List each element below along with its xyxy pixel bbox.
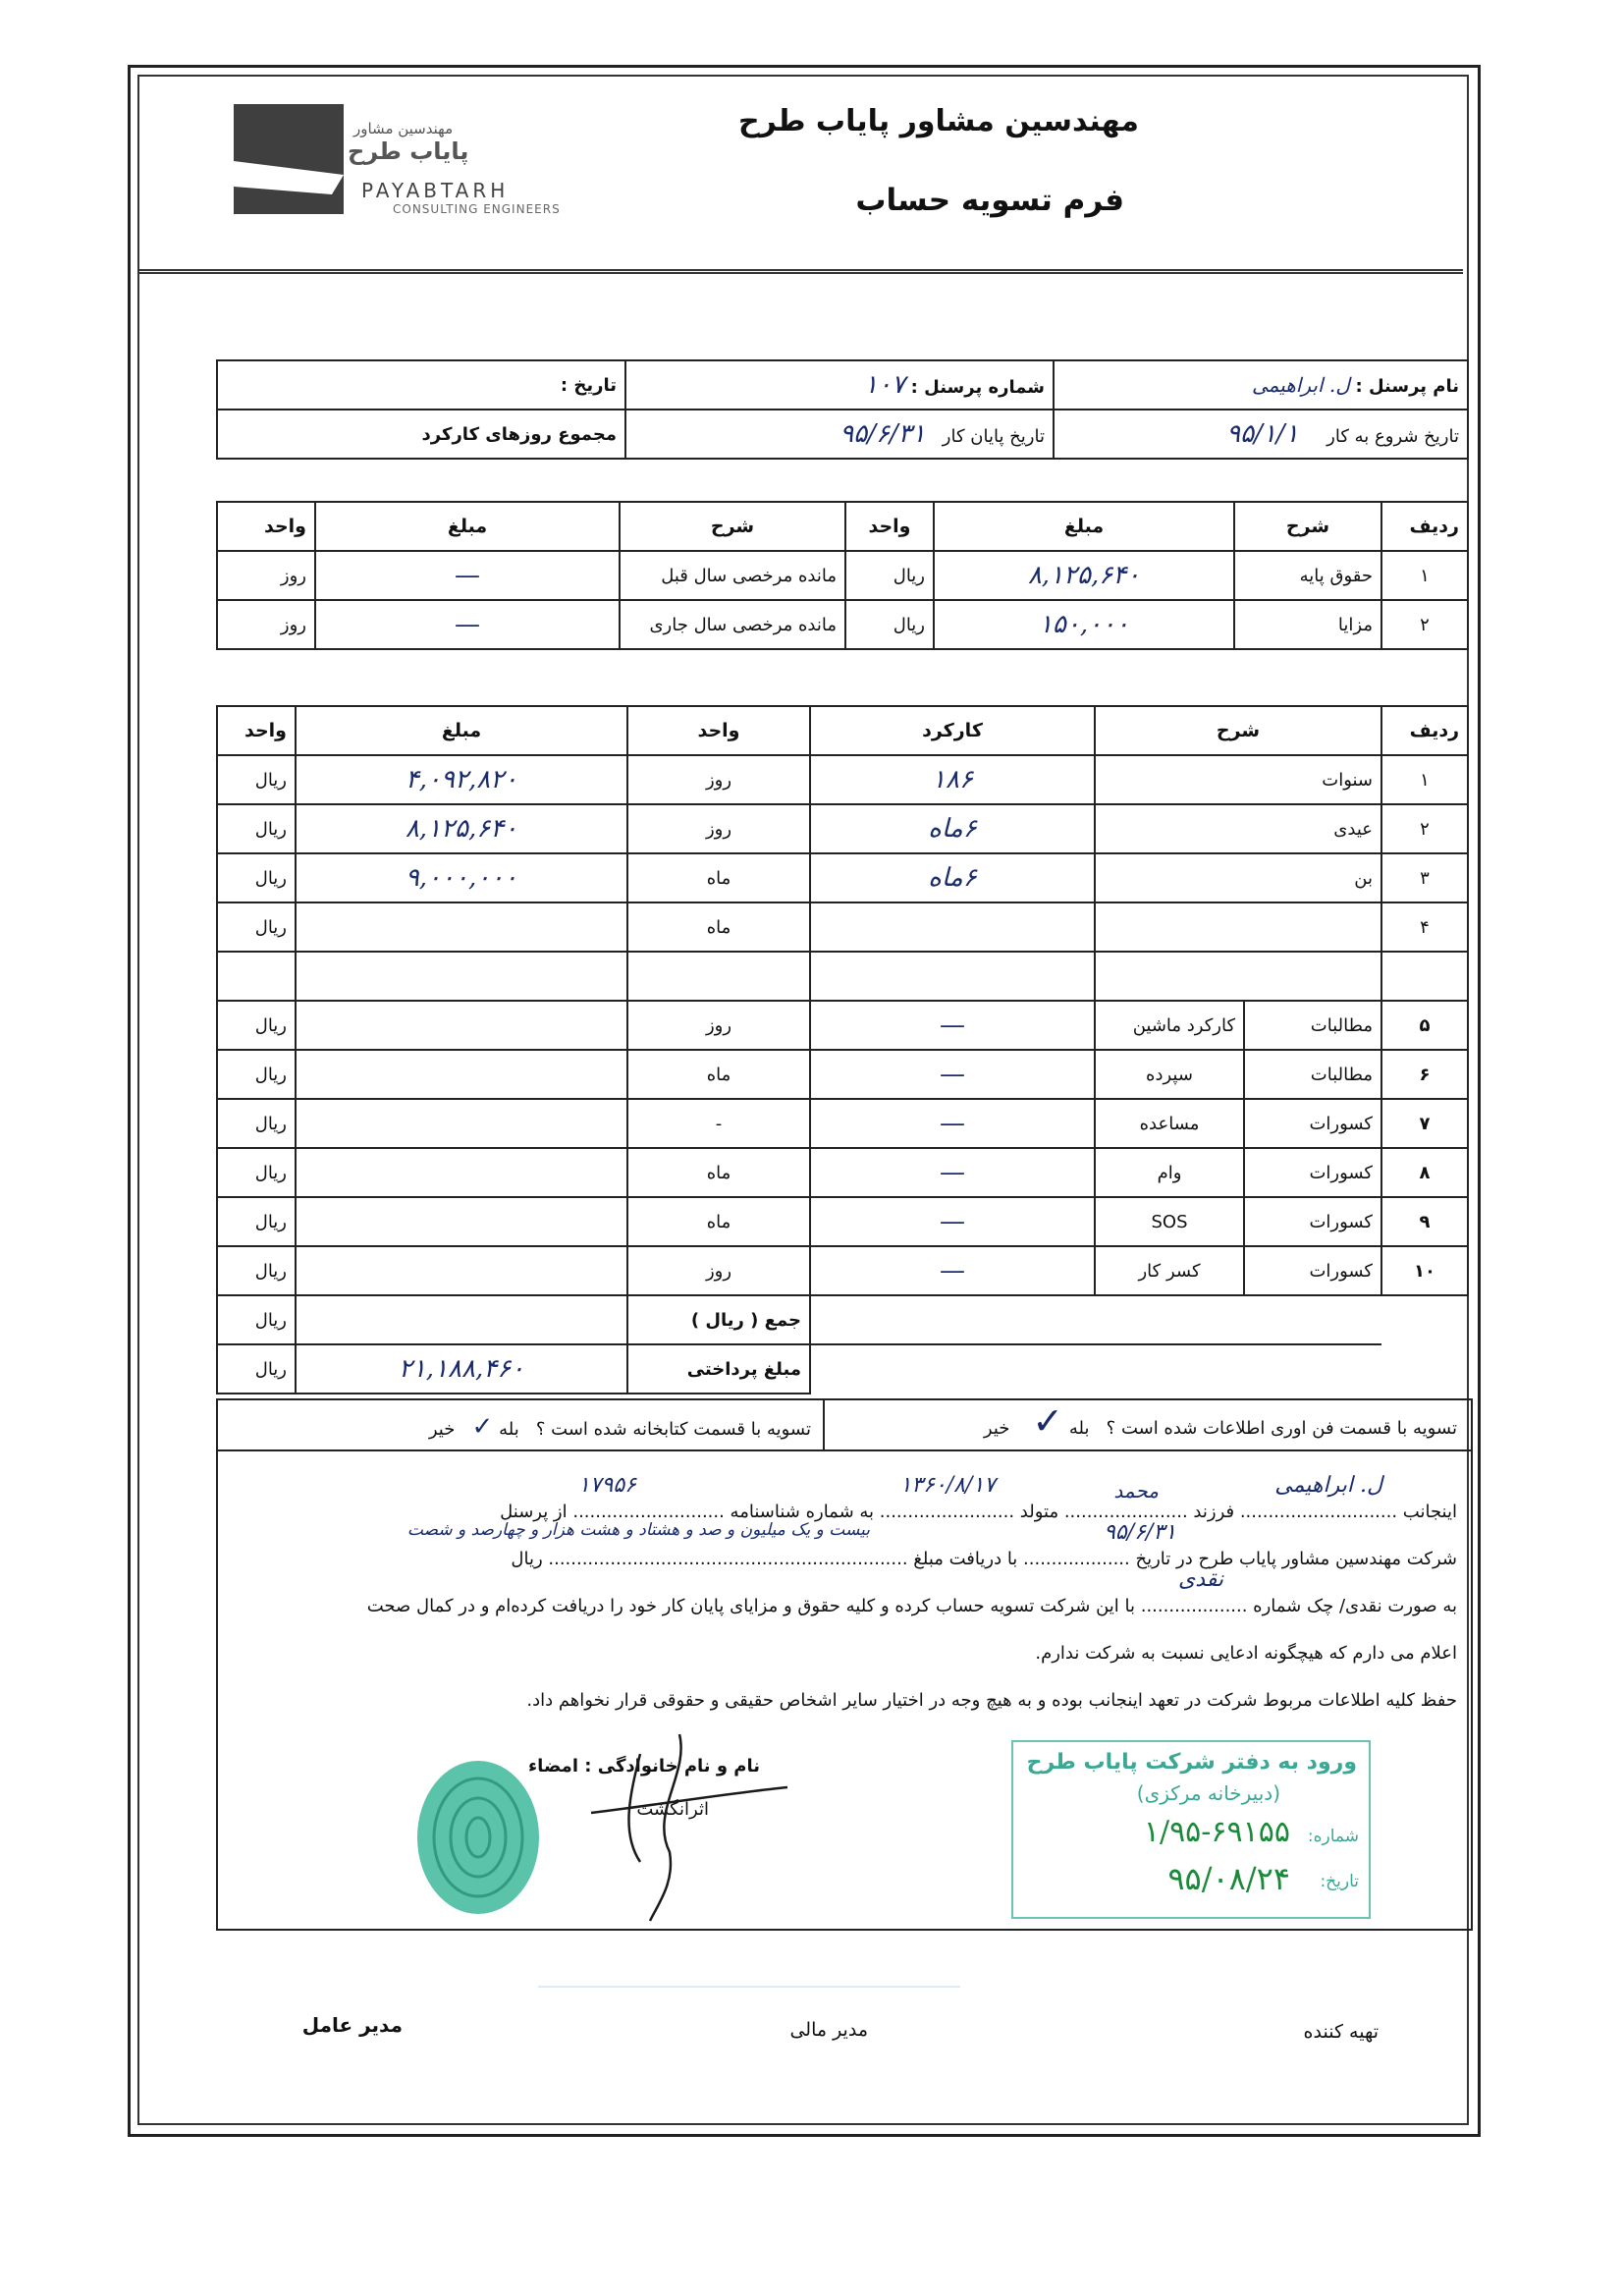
t1-r2-unit: ریال bbox=[845, 600, 934, 649]
spacer-cell bbox=[217, 952, 296, 1001]
workdays-cell bbox=[217, 410, 625, 459]
table-row-spacer bbox=[217, 952, 1468, 1001]
company-logo-icon bbox=[234, 104, 344, 214]
t1-r1-amount: ۸,۱۲۵,۶۴۰ bbox=[934, 551, 1234, 600]
t2-b8-no: ۸ bbox=[1381, 1148, 1468, 1197]
t2-a2-desc: عیدی bbox=[1095, 804, 1381, 853]
checkmark-icon: ✓ bbox=[471, 1412, 494, 1442]
t2-header-unit-2: واحد bbox=[217, 706, 296, 755]
stamp-number-value: ۱/۹۵-۶۹۱۵۵ bbox=[1143, 1815, 1290, 1849]
t2-b6-work: — bbox=[810, 1050, 1095, 1099]
stamp-date-value: ۹۵/۰۸/۲۴ bbox=[1167, 1860, 1290, 1897]
table-row bbox=[217, 1099, 1468, 1148]
t2-a2-amount: ۸,۱۲۵,۶۴۰ bbox=[296, 804, 627, 853]
t1-header-unit: واحد bbox=[845, 502, 934, 551]
start-date-value: ۹۵/۱/۱ bbox=[1226, 419, 1299, 449]
workdays-label: مجموع روزهای کارکرد bbox=[421, 423, 617, 445]
stamp-line-2: (دبیرخانه مرکزی) bbox=[1136, 1781, 1280, 1805]
t2-b8-desc: وام bbox=[1095, 1148, 1244, 1197]
it-clearance bbox=[983, 1399, 1457, 1443]
t2-a4-unit: ماه bbox=[627, 902, 810, 952]
declaration-line-1: اینجانب ............................ فرزند ...................... متولد ........................ به شماره شناسنامه ........................... از پرسنل bbox=[500, 1502, 1457, 1522]
table-row bbox=[217, 902, 1468, 952]
t1-r2-no: ۲ bbox=[1381, 600, 1468, 649]
table-row bbox=[217, 600, 1468, 649]
t2-a1-unit2: ریال bbox=[217, 755, 296, 804]
t2-b9-amount bbox=[296, 1197, 627, 1246]
t2-b8-unit2: ریال bbox=[217, 1148, 296, 1197]
t2-b6-cat: مطالبات bbox=[1244, 1050, 1381, 1099]
company-name: مهندسین مشاور پایاب طرح bbox=[737, 104, 1139, 138]
preparer-label: تهیه کننده bbox=[1303, 2021, 1379, 2043]
t1-r2-amount: ۱۵۰,۰۰۰ bbox=[934, 600, 1234, 649]
it-yes-label: بله bbox=[1068, 1418, 1090, 1439]
logo-title-en: PAYABTARH bbox=[361, 179, 510, 202]
stamp-date-label: تاریخ: bbox=[1320, 1872, 1359, 1891]
t1-r1-unit: ریال bbox=[845, 551, 934, 600]
end-date-cell bbox=[625, 410, 1054, 459]
payable-label: مبلغ پرداختی bbox=[627, 1344, 810, 1394]
thumbprint-icon bbox=[405, 1754, 552, 1921]
clearance-divider bbox=[823, 1400, 825, 1449]
t1-r2-unit2: روز bbox=[217, 600, 315, 649]
hw-name: ل. ابراهیمی bbox=[1274, 1473, 1382, 1498]
table-row bbox=[217, 755, 1468, 804]
t2-a3-unit: ماه bbox=[627, 853, 810, 902]
t2-b7-unit2: ریال bbox=[217, 1099, 296, 1148]
table-row bbox=[217, 1197, 1468, 1246]
t2-b7-cat: کسورات bbox=[1244, 1099, 1381, 1148]
date-label: تاریخ : bbox=[560, 374, 617, 396]
footer-divider bbox=[538, 1986, 960, 1988]
t1-header-desc: شرح bbox=[1234, 502, 1381, 551]
t2-b6-unit2: ریال bbox=[217, 1050, 296, 1099]
form-title: فرم تسویه حساب bbox=[855, 183, 1124, 218]
t2-b10-amount bbox=[296, 1246, 627, 1295]
t1-r2-amount2: — bbox=[315, 600, 620, 649]
t2-header-work: کارکرد bbox=[810, 706, 1095, 755]
t2-a4-no: ۴ bbox=[1381, 902, 1468, 952]
t2-a1-work: ۱۸۶ bbox=[810, 755, 1095, 804]
blank-cell bbox=[810, 1344, 1468, 1394]
personnel-number-cell bbox=[625, 360, 1054, 410]
payable-value: ۲۱,۱۸۸,۴۶۰ bbox=[296, 1344, 627, 1394]
hw-date: ۹۵/۶/۳۱ bbox=[1104, 1520, 1176, 1545]
t2-b5-unit2: ریال bbox=[217, 1001, 296, 1050]
registry-stamp bbox=[1011, 1740, 1371, 1919]
t2-a2-unit2: ریال bbox=[217, 804, 296, 853]
it-question: تسویه با قسمت فن اوری اطلاعات شده است ؟ bbox=[1106, 1418, 1457, 1439]
stamp-number-label: شماره: bbox=[1307, 1827, 1359, 1846]
spacer-cell bbox=[296, 952, 627, 1001]
t2-b8-unit: ماه bbox=[627, 1148, 810, 1197]
library-no-label: خیر bbox=[428, 1419, 456, 1440]
blank-cell bbox=[1381, 1295, 1468, 1344]
declaration-line-4: اعلام می دارم که هیچگونه ادعایی نسبت به شرکت ندارم. bbox=[1035, 1643, 1457, 1664]
t2-b9-unit2: ریال bbox=[217, 1197, 296, 1246]
salary-leave-table bbox=[216, 501, 1469, 650]
t2-b10-work: — bbox=[810, 1246, 1095, 1295]
it-no-label: خیر bbox=[983, 1418, 1010, 1439]
t1-header-unit-2: واحد bbox=[217, 502, 315, 551]
spacer-cell bbox=[810, 952, 1095, 1001]
hw-id-number: ۱۷۹۵۶ bbox=[577, 1473, 636, 1498]
thumbprint-label: اثرانگشت bbox=[636, 1799, 709, 1820]
t1-header-row-no: ردیف bbox=[1381, 502, 1468, 551]
t1-r1-amount2: — bbox=[315, 551, 620, 600]
t2-b5-unit: روز bbox=[627, 1001, 810, 1050]
t2-b10-cat: کسورات bbox=[1244, 1246, 1381, 1295]
total-unit: ریال bbox=[217, 1295, 296, 1344]
t2-b7-no: ۷ bbox=[1381, 1099, 1468, 1148]
t2-b6-desc: سپرده bbox=[1095, 1050, 1244, 1099]
t2-b8-work: — bbox=[810, 1148, 1095, 1197]
t2-b9-desc: SOS bbox=[1095, 1197, 1244, 1246]
t2-b6-amount bbox=[296, 1050, 627, 1099]
t2-a4-unit2: ریال bbox=[217, 902, 296, 952]
t2-a2-work: ۶ماه bbox=[810, 804, 1095, 853]
payable-unit: ریال bbox=[217, 1344, 296, 1394]
t2-a1-desc: سنوات bbox=[1095, 755, 1381, 804]
personnel-number-value: ۱۰۷ bbox=[864, 370, 905, 400]
stamp-line-1: ورود به دفتر شرکت پایاب طرح bbox=[1026, 1750, 1357, 1775]
t2-header-desc: شرح bbox=[1095, 706, 1381, 755]
t2-header-row-no: ردیف bbox=[1381, 706, 1468, 755]
logo-subtitle-en: CONSULTING ENGINEERS bbox=[393, 202, 561, 216]
logo-subtitle-fa: مهندسین مشاور bbox=[353, 120, 454, 137]
t2-a4-work bbox=[810, 902, 1095, 952]
t1-r2-desc: مزایا bbox=[1234, 600, 1381, 649]
declaration-line-3: به صورت نقدی/ چک شماره ................... با این شرکت تسویه حساب کرده و کلیه حقوق و مزایای پایان کار خود را دریافت کرده‌ام و در کمال صحت bbox=[366, 1596, 1457, 1616]
start-date-label: تاریخ شروع به کار bbox=[1326, 426, 1459, 447]
t2-b10-no: ۱۰ bbox=[1381, 1246, 1468, 1295]
t2-b7-desc: مساعده bbox=[1095, 1099, 1244, 1148]
t2-header-amount: مبلغ bbox=[296, 706, 627, 755]
t2-b7-work: — bbox=[810, 1099, 1095, 1148]
t2-b10-unit: روز bbox=[627, 1246, 810, 1295]
blank-cell bbox=[810, 1295, 1381, 1344]
t1-r1-no: ۱ bbox=[1381, 551, 1468, 600]
personnel-name-label: نام پرسنل : bbox=[1355, 376, 1459, 397]
t2-a3-work: ۶ماه bbox=[810, 853, 1095, 902]
t2-a2-no: ۲ bbox=[1381, 804, 1468, 853]
t2-b5-amount bbox=[296, 1001, 627, 1050]
settlement-table bbox=[216, 705, 1469, 1394]
personnel-number-label: شماره پرسنل : bbox=[910, 377, 1045, 398]
t2-b5-no: ۵ bbox=[1381, 1001, 1468, 1050]
t2-a3-amount: ۹,۰۰۰,۰۰۰ bbox=[296, 853, 627, 902]
t1-header-desc-2: شرح bbox=[620, 502, 845, 551]
hw-father: محمد bbox=[1113, 1479, 1159, 1503]
table-row bbox=[217, 551, 1468, 600]
t2-a1-unit: روز bbox=[627, 755, 810, 804]
table-row bbox=[217, 1246, 1468, 1295]
t2-b10-unit2: ریال bbox=[217, 1246, 296, 1295]
library-question: تسویه با قسمت کتابخانه شده است ؟ bbox=[535, 1419, 811, 1440]
spacer-cell bbox=[627, 952, 810, 1001]
hw-amount-words: بیست و یک میلیون و صد و هشتاد و هشت هزار و چهارصد و شصت bbox=[406, 1520, 870, 1540]
ceo-label: مدیر عامل bbox=[301, 2013, 403, 2037]
t2-a1-amount: ۴,۰۹۲,۸۲۰ bbox=[296, 755, 627, 804]
t1-header-amount: مبلغ bbox=[934, 502, 1234, 551]
t2-a3-no: ۳ bbox=[1381, 853, 1468, 902]
t1-r1-desc2: مانده مرخصی سال قبل bbox=[620, 551, 845, 600]
personnel-name-cell bbox=[1054, 360, 1468, 410]
t1-r2-desc2: مانده مرخصی سال جاری bbox=[620, 600, 845, 649]
hw-birth: ۱۳۶۰/۸/۱۷ bbox=[899, 1473, 996, 1498]
table-row bbox=[217, 1148, 1468, 1197]
t2-b5-desc: کارکرد ماشین bbox=[1095, 1001, 1244, 1050]
end-date-label: تاریخ پایان کار bbox=[942, 426, 1045, 447]
spacer-cell bbox=[1381, 952, 1468, 1001]
logo-title-fa: پایاب طرح bbox=[348, 137, 469, 165]
t1-r1-desc: حقوق پایه bbox=[1234, 551, 1381, 600]
t2-b5-cat: مطالبات bbox=[1244, 1001, 1381, 1050]
table-row bbox=[217, 1001, 1468, 1050]
t2-a1-no: ۱ bbox=[1381, 755, 1468, 804]
t2-b5-work: — bbox=[810, 1001, 1095, 1050]
declaration-line-2: شرکت مهندسین مشاور پایاب طرح در تاریخ ................... با دریافت مبلغ ................................................................ ریال bbox=[511, 1549, 1457, 1569]
form-header bbox=[139, 77, 1463, 274]
t2-b9-cat: کسورات bbox=[1244, 1197, 1381, 1246]
t2-b9-no: ۹ bbox=[1381, 1197, 1468, 1246]
t2-b10-desc: کسر کار bbox=[1095, 1246, 1244, 1295]
logo-shape-icon bbox=[234, 104, 344, 214]
t2-a4-amount bbox=[296, 902, 627, 952]
payable-row bbox=[217, 1344, 1468, 1394]
start-date-cell bbox=[1054, 410, 1468, 459]
t2-b7-unit: - bbox=[627, 1099, 810, 1148]
library-yes-label: بله bbox=[499, 1419, 519, 1440]
t2-header-unit: واحد bbox=[627, 706, 810, 755]
total-value bbox=[296, 1295, 627, 1344]
t2-a4-desc bbox=[1095, 902, 1381, 952]
t2-b7-amount bbox=[296, 1099, 627, 1148]
t2-a3-unit2: ریال bbox=[217, 853, 296, 902]
table-row bbox=[217, 804, 1468, 853]
t2-b9-work: — bbox=[810, 1197, 1095, 1246]
total-label: جمع ( ریال ) bbox=[627, 1295, 810, 1344]
t2-a2-unit: روز bbox=[627, 804, 810, 853]
total-row bbox=[217, 1295, 1468, 1344]
end-date-value: ۹۵/۶/۳۱ bbox=[839, 419, 926, 449]
checkmark-icon: ✓ bbox=[1032, 1399, 1064, 1443]
date-cell bbox=[217, 360, 625, 410]
t1-r1-unit2: روز bbox=[217, 551, 315, 600]
table-row bbox=[217, 853, 1468, 902]
hw-cash: نقدی bbox=[1177, 1567, 1223, 1592]
t1-header-amount-2: مبلغ bbox=[315, 502, 620, 551]
spacer-cell bbox=[1095, 952, 1381, 1001]
t2-b8-amount bbox=[296, 1148, 627, 1197]
table-row bbox=[217, 1050, 1468, 1099]
finance-manager-label: مدیر مالی bbox=[789, 2019, 868, 2041]
t2-b9-unit: ماه bbox=[627, 1197, 810, 1246]
personnel-name-value: ل. ابراهیمی bbox=[1251, 373, 1350, 397]
t2-a3-desc: بن bbox=[1095, 853, 1381, 902]
t2-b6-no: ۶ bbox=[1381, 1050, 1468, 1099]
t2-b8-cat: کسورات bbox=[1244, 1148, 1381, 1197]
t2-b6-unit: ماه bbox=[627, 1050, 810, 1099]
declaration-line-5: حفظ کلیه اطلاعات مربوط شرکت در تعهد اینجانب بوده و به هیچ وجه در اختیار سایر اشخاص حقیقی و حقوقی قرار نخواهم داد. bbox=[526, 1690, 1457, 1711]
personnel-info-table bbox=[216, 359, 1469, 460]
library-clearance bbox=[429, 1412, 811, 1442]
signature-label: نام و نام خانوادگی : امضاء bbox=[527, 1756, 760, 1777]
